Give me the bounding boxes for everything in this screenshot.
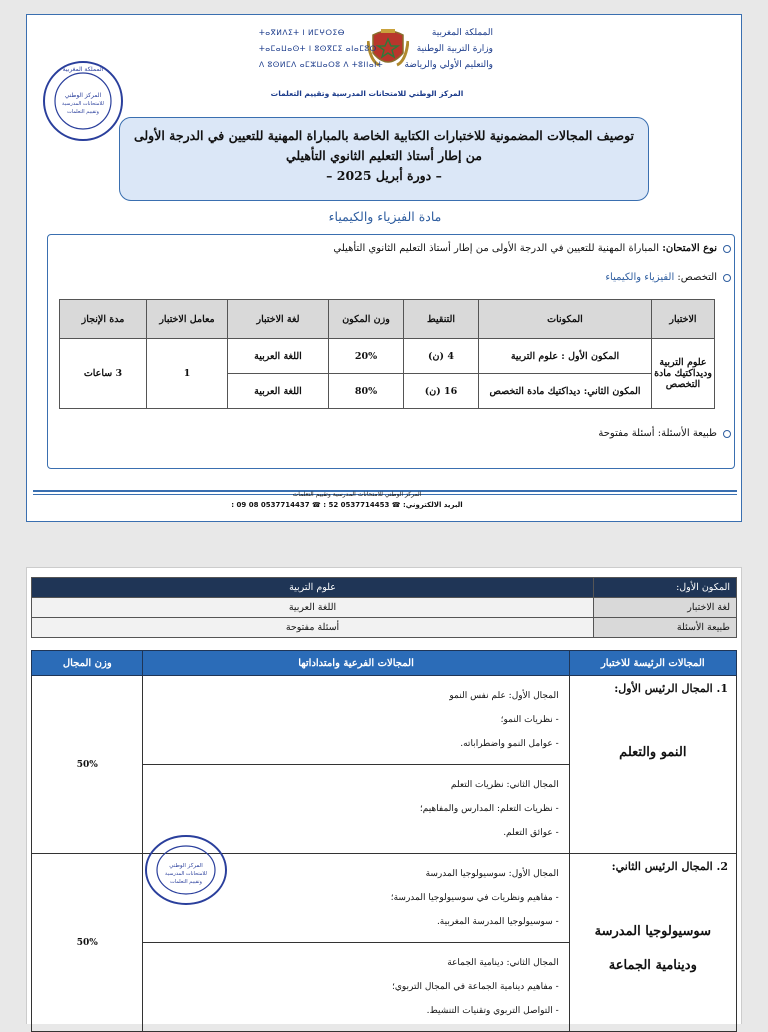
header-line: وزارة التربية الوطنية <box>416 44 493 54</box>
main-domain-name-line: ودينامية الجماعة <box>608 958 697 973</box>
sub-domain <box>143 943 569 1032</box>
nature-value: أسئلة مفتوحة <box>32 618 594 638</box>
component-cell: المكون الأول : علوم التربية <box>479 339 652 374</box>
weight-cell: 80% <box>329 374 404 409</box>
language-label: لغة الاختبار <box>594 598 737 618</box>
table-header: لغة الاختبار <box>228 300 329 339</box>
main-domain-name <box>578 915 728 983</box>
table-header: المكونات <box>479 300 652 339</box>
table-header: مدة الإنجاز <box>60 300 147 339</box>
domains-table <box>31 650 737 1032</box>
specialty-line <box>71 272 731 283</box>
svg-text:وتقييم التعلمات: وتقييم التعلمات <box>170 879 202 885</box>
svg-text:للامتحانات المدرسية: للامتحانات المدرسية <box>62 101 104 107</box>
language-cell: اللغة العربية <box>228 374 329 409</box>
domain-weight: 50% <box>32 676 143 854</box>
header-line: ⵜⴰⵎⴰⵡⴰⵙⵜ ⵏ ⵓⵙⴳⵎⵉ ⴰⵏⴰⵎⵓⵔ <box>259 44 377 53</box>
sub-domain-title: المجال الثاني: دينامية الجماعة <box>447 958 559 968</box>
score-cell: 16 (ن) <box>404 374 479 409</box>
table-row <box>32 598 737 618</box>
component-value: علوم التربية <box>32 578 594 598</box>
component-cell: المكون الثاني: ديداكتيك مادة التخصص <box>479 374 652 409</box>
specialty-label: التخصص: <box>677 272 717 283</box>
header-line: المملكة المغربية <box>431 28 493 38</box>
svg-text:المركز الوطني: المركز الوطني <box>169 863 203 869</box>
svg-text:للامتحانات المدرسية: للامتحانات المدرسية <box>165 871 207 877</box>
header-line: ⵜⴰⴳⵍⴷⵉⵜ ⵏ ⵍⵎⵖⵔⵉⴱ <box>259 28 345 37</box>
sub-domain-title: المجال الأول: علم نفس النمو <box>449 691 559 701</box>
component-info-table <box>31 577 737 638</box>
table-header: معامل الاختبار <box>147 300 228 339</box>
sub-domain-item: - سوسيولوجيا المدرسة المغربية. <box>436 917 559 927</box>
bullet-icon <box>723 245 731 253</box>
weight-cell: 20% <box>329 339 404 374</box>
svg-text:المملكة المغربية: المملكة المغربية <box>62 66 104 73</box>
table-header: الاختبار <box>652 300 715 339</box>
svg-text:وتقييم التعلمات: وتقييم التعلمات <box>67 109 99 115</box>
table-header: وزن المجال <box>32 651 143 676</box>
table-header: التنقيط <box>404 300 479 339</box>
sub-domain-title: المجال الأول: سوسيولوجيا المدرسة <box>425 869 559 879</box>
footer-center-name: المركز الوطني للامتحانات المدرسية وتقييم التعلمات <box>292 491 422 498</box>
footer-contact: البريد الالكتروني: ☎ 0537714453 52 : ☎ 0537714437 08 09 : <box>231 501 463 509</box>
sub-domain-item: - عوامل النمو واضطراباته. <box>460 739 559 749</box>
sub-domain-item: - عوائق التعلم. <box>503 828 559 838</box>
language-value: اللغة العربية <box>32 598 594 618</box>
official-stamp-icon <box>143 833 229 907</box>
bullet-icon <box>723 274 731 282</box>
exam-name-cell: علوم التربية وديداكتيك مادة التخصص <box>652 339 715 409</box>
table-header-row <box>32 651 737 676</box>
subject-title: مادة الفيزياء والكيمياء <box>328 209 442 224</box>
title-line: من إطار أستاذ التعليم الثانوي التأهيلي <box>285 148 482 163</box>
sub-domain-item: - نظريات النمو؛ <box>500 715 559 725</box>
table-header: المجالات الفرعية وامتداداتها <box>143 651 569 676</box>
sub-domain-title: المجال الثاني: نظريات التعلم <box>450 780 559 790</box>
main-domain-2 <box>569 854 736 1032</box>
exam-type-line <box>71 243 731 254</box>
table-header: المجالات الرئيسة للاختبار <box>569 651 736 676</box>
questions-nature-text: طبيعة الأسئلة: أسئلة مفتوحة <box>598 428 717 439</box>
language-cell: اللغة العربية <box>228 339 329 374</box>
center-name: المركز الوطني للامتحانات المدرسية وتقييم التعلمات <box>270 89 464 98</box>
document-page-1 <box>26 14 742 522</box>
table-row <box>32 618 737 638</box>
main-domain-1 <box>569 676 736 854</box>
title-line: – دورة أبريل 2025 – <box>326 168 442 183</box>
table-row <box>32 676 737 765</box>
score-cell: 4 (ن) <box>404 339 479 374</box>
document-title-box <box>119 117 649 201</box>
exam-type-label: نوع الامتحان: <box>662 243 717 254</box>
document-page-2 <box>26 567 742 1024</box>
sub-domain-item: - نظريات التعلم: المدارس والمفاهيم؛ <box>419 804 559 814</box>
sub-domain-item: - مفاهيم ونظريات في سوسيولوجيا المدرسة؛ <box>390 893 559 903</box>
main-domain-title: 2. المجال الرئيس الثاني: <box>611 860 728 873</box>
exam-type-value: المباراة المهنية للتعيين في الدرجة الأولى من إطار أستاذ التعليم الثانوي التأهيلي <box>333 243 660 254</box>
questions-nature-line <box>71 428 731 439</box>
svg-text:المركز الوطني: المركز الوطني <box>64 92 102 99</box>
coefficient-cell: 1 <box>147 339 228 409</box>
main-domain-name: النمو والتعلم <box>619 745 687 760</box>
specialty-value: الفيزياء والكيمياء <box>605 272 675 283</box>
table-header: وزن المكون <box>329 300 404 339</box>
nature-label: طبيعة الأسئلة <box>594 618 737 638</box>
sub-domain <box>143 676 569 765</box>
header-line: ⴷ ⵓⵙⵍⵎⴷ ⴰⵎⵣⵡⴰⵔⵓ ⴷ ⵜⵓⵏⵏⴰⵏⵜ <box>259 60 384 69</box>
exam-structure-table <box>59 299 715 409</box>
bullet-icon <box>723 430 731 438</box>
domain-weight: 50% <box>32 854 143 1032</box>
component-label: المكون الأول: <box>594 578 737 598</box>
duration-cell: 3 ساعات <box>60 339 147 409</box>
sub-domain-item: - مفاهيم دينامية الجماعة في المجال التربوي؛ <box>392 982 559 992</box>
table-row <box>60 339 715 374</box>
table-header-row <box>60 300 715 339</box>
sub-domain-item: - التواصل التربوي وتقنيات التنشيط. <box>426 1006 559 1016</box>
ministry-header-tifinagh <box>259 25 389 73</box>
official-stamp-icon <box>41 59 125 143</box>
main-domain-name-line: سوسيولوجيا المدرسة <box>594 924 711 939</box>
table-row <box>32 578 737 598</box>
table-row <box>32 854 737 943</box>
title-line: توصيف المجالات المضمونية للاختبارات الكتابية الخاصة بالمباراة المهنية للتعيين في الدرجة الأولى <box>133 128 635 143</box>
header-line: والتعليم الأولي والرياضة <box>404 60 493 70</box>
main-domain-title: 1. المجال الرئيس الأول: <box>614 682 728 695</box>
